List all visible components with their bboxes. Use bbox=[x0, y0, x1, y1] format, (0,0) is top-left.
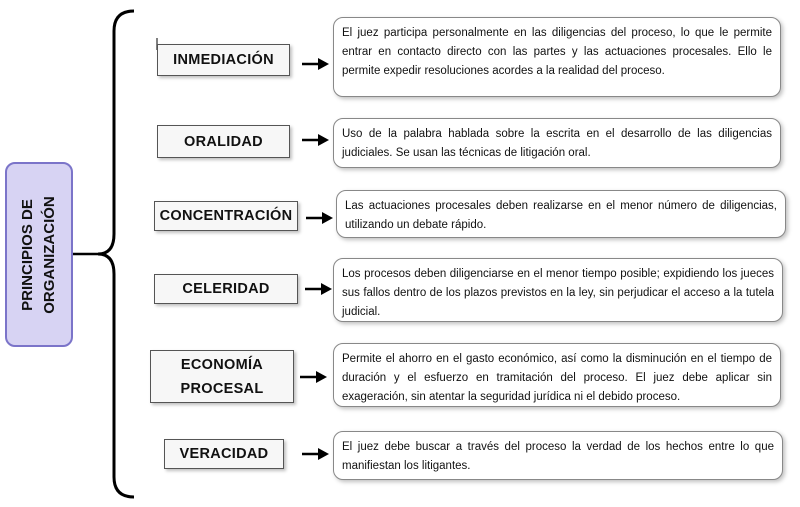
principle-label-text: VERACIDAD bbox=[179, 446, 269, 462]
arrow-right-icon bbox=[302, 57, 330, 71]
description-text: El juez participa personalmente en las diligencias del proceso, lo que le permite entrar en contacto directo con las partes y las actuaciones procesales. Ello le permite expedir resoluciones acordes a la realidad del proceso. bbox=[342, 27, 772, 77]
description-text: Los procesos deben diligenciarse en el menor tiempo posible; expidiendo los jueces sus fallos dentro de los plazos previstos en la ley, sin perjudicar el acceso a la tutela judicial. bbox=[342, 268, 774, 318]
principle-description-inmediacion bbox=[333, 17, 781, 97]
principle-label-veracidad bbox=[164, 439, 284, 469]
arrow-right-icon bbox=[300, 370, 328, 384]
root-label-line1: PRINCIPIOS DE bbox=[19, 198, 36, 311]
principle-label-text-line2: PROCESAL bbox=[180, 380, 264, 397]
description-text: Las actuaciones procesales deben realizarse en el menor número de diligencias, utilizando un debate rápido. bbox=[345, 200, 777, 231]
principle-label-text: CONCENTRACIÓN bbox=[159, 208, 293, 224]
arrow-right-icon bbox=[302, 447, 330, 461]
arrow-right-icon bbox=[302, 133, 330, 147]
principle-label-concentracion bbox=[154, 201, 298, 231]
principle-label-text: ORALIDAD bbox=[184, 133, 263, 150]
principle-description-oralidad bbox=[333, 118, 781, 168]
principle-label-economia-procesal bbox=[150, 350, 294, 403]
description-text: El juez debe buscar a través del proceso la verdad de los hechos entre lo que manifiestan los litigantes. bbox=[342, 441, 774, 472]
principle-description-celeridad bbox=[333, 258, 783, 322]
description-text: Uso de la palabra hablada sobre la escrita en el desarrollo de las diligencias judiciales. Se usan las técnicas de litigación oral. bbox=[342, 128, 772, 159]
principle-description-economia-procesal bbox=[333, 343, 781, 407]
root-label-line2: ORGANIZACIÓN bbox=[41, 195, 58, 314]
arrow-right-icon bbox=[306, 211, 334, 225]
principle-label-inmediacion bbox=[157, 44, 290, 76]
principle-description-veracidad bbox=[333, 431, 783, 480]
principle-label-text: INMEDIACIÓN bbox=[173, 52, 274, 68]
principle-label-text: CELERIDAD bbox=[182, 281, 270, 297]
description-text: Permite el ahorro en el gasto económico, así como la disminución en el tiempo de duración y el esfuerzo en tramitación del proceso. El juez debe aplicar sin exageración, sin atentar la seguridad jurídica ni el debido proceso. bbox=[342, 353, 772, 403]
arrow-right-icon bbox=[305, 282, 333, 296]
principle-label-text-line1: ECONOMÍA bbox=[180, 356, 264, 373]
principle-description-concentracion bbox=[336, 190, 786, 238]
principle-label-oralidad bbox=[157, 125, 290, 158]
brace-path bbox=[98, 11, 134, 497]
principle-label-celeridad bbox=[154, 274, 298, 304]
